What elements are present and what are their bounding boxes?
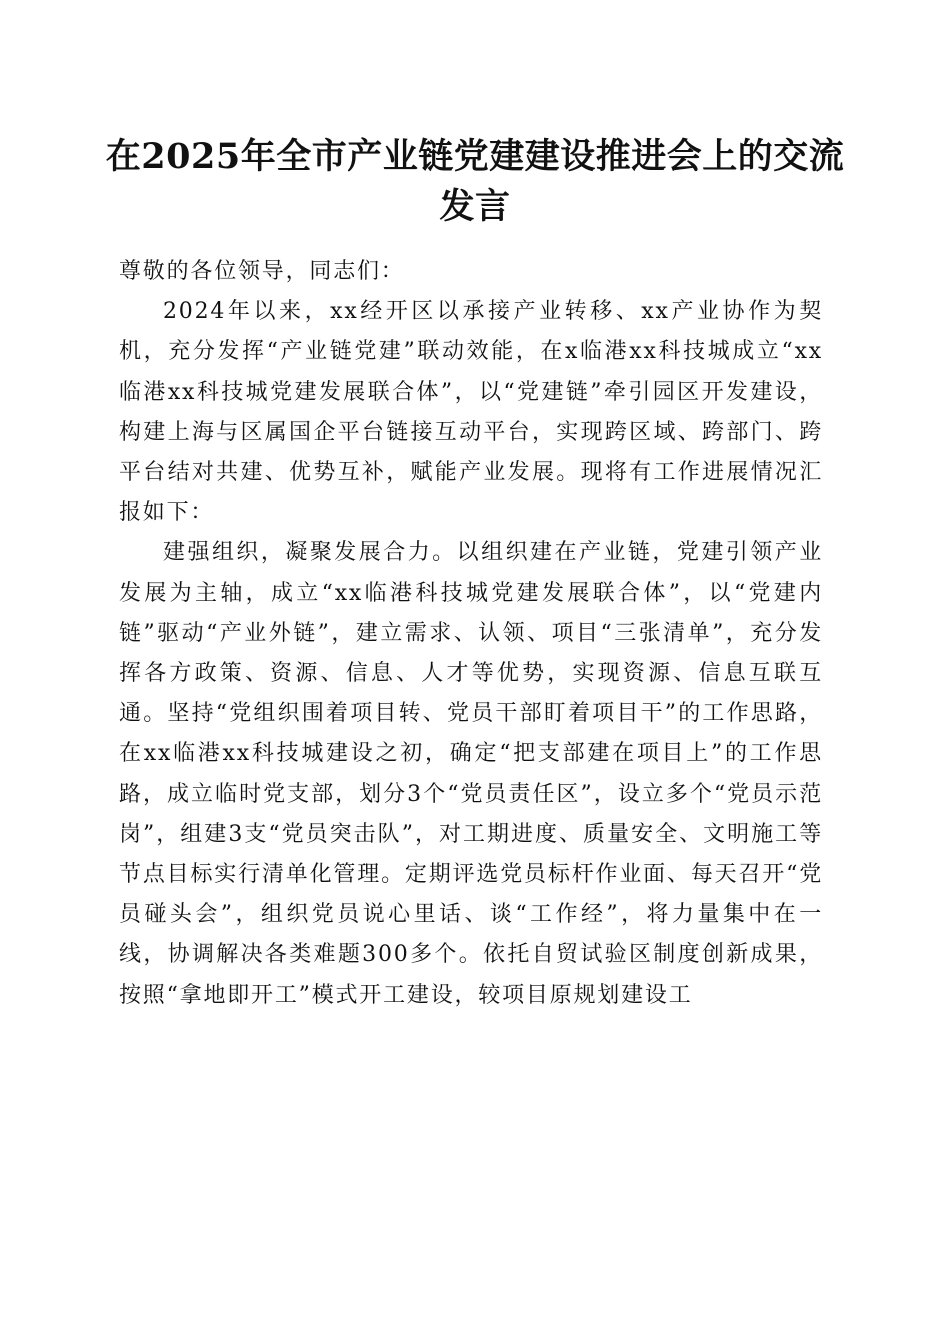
paragraph-intro: 2024年以来，xx经开区以承接产业转移、xx产业协作为契机，充分发挥“产业链党建”联动效能，在x临港xx科技城成立“xx临港xx科技城党建发展联合体”，以“党建链”牵引园区开发建设，构建上海与区属国企平台链接互动平台，实现跨区域、跨部门、跨平台结对共建、优势互补，赋能产业发展。现将有工作进展情况汇报如下：: [119, 299, 823, 526]
salutation: 尊敬的各位领导，同志们：: [119, 259, 405, 284]
paragraph-organization: 建强组织，凝聚发展合力。以组织建在产业链，党建引领产业发展为主轴，成立“xx临港科技城党建发展联合体”，以“党建内链”驱动“产业外链”，建立需求、认领、项目“三张清单”，充分发挥各方政策、资源、信息、人才等优势，实现资源、信息互联互通。坚持“党组织围着项目转、党员干部盯着项目干”的工作思路，在xx临港xx科技城建设之初，确定“把支部建在项目上”的工作思路，成立临时党支部，划分3个“党员责任区”，设立多个“党员示范岗”，组建3支“党员突击队”，对工期进度、质量安全、文明施工等节点目标实行清单化管理。定期评选党员标杆作业面、每天召开“党员碰头会”，组织党员说心里话、谈“工作经”，将力量集中在一线，协调解决各类难题300多个。依托自贸试验区制度创新成果，按照“拿地即开工”模式开工建设，较项目原规划建设工: [119, 540, 823, 1008]
document-title: 在2025年全市产业链党建建设推进会上的交流发言: [105, 136, 845, 227]
document-body: [119, 252, 823, 1016]
